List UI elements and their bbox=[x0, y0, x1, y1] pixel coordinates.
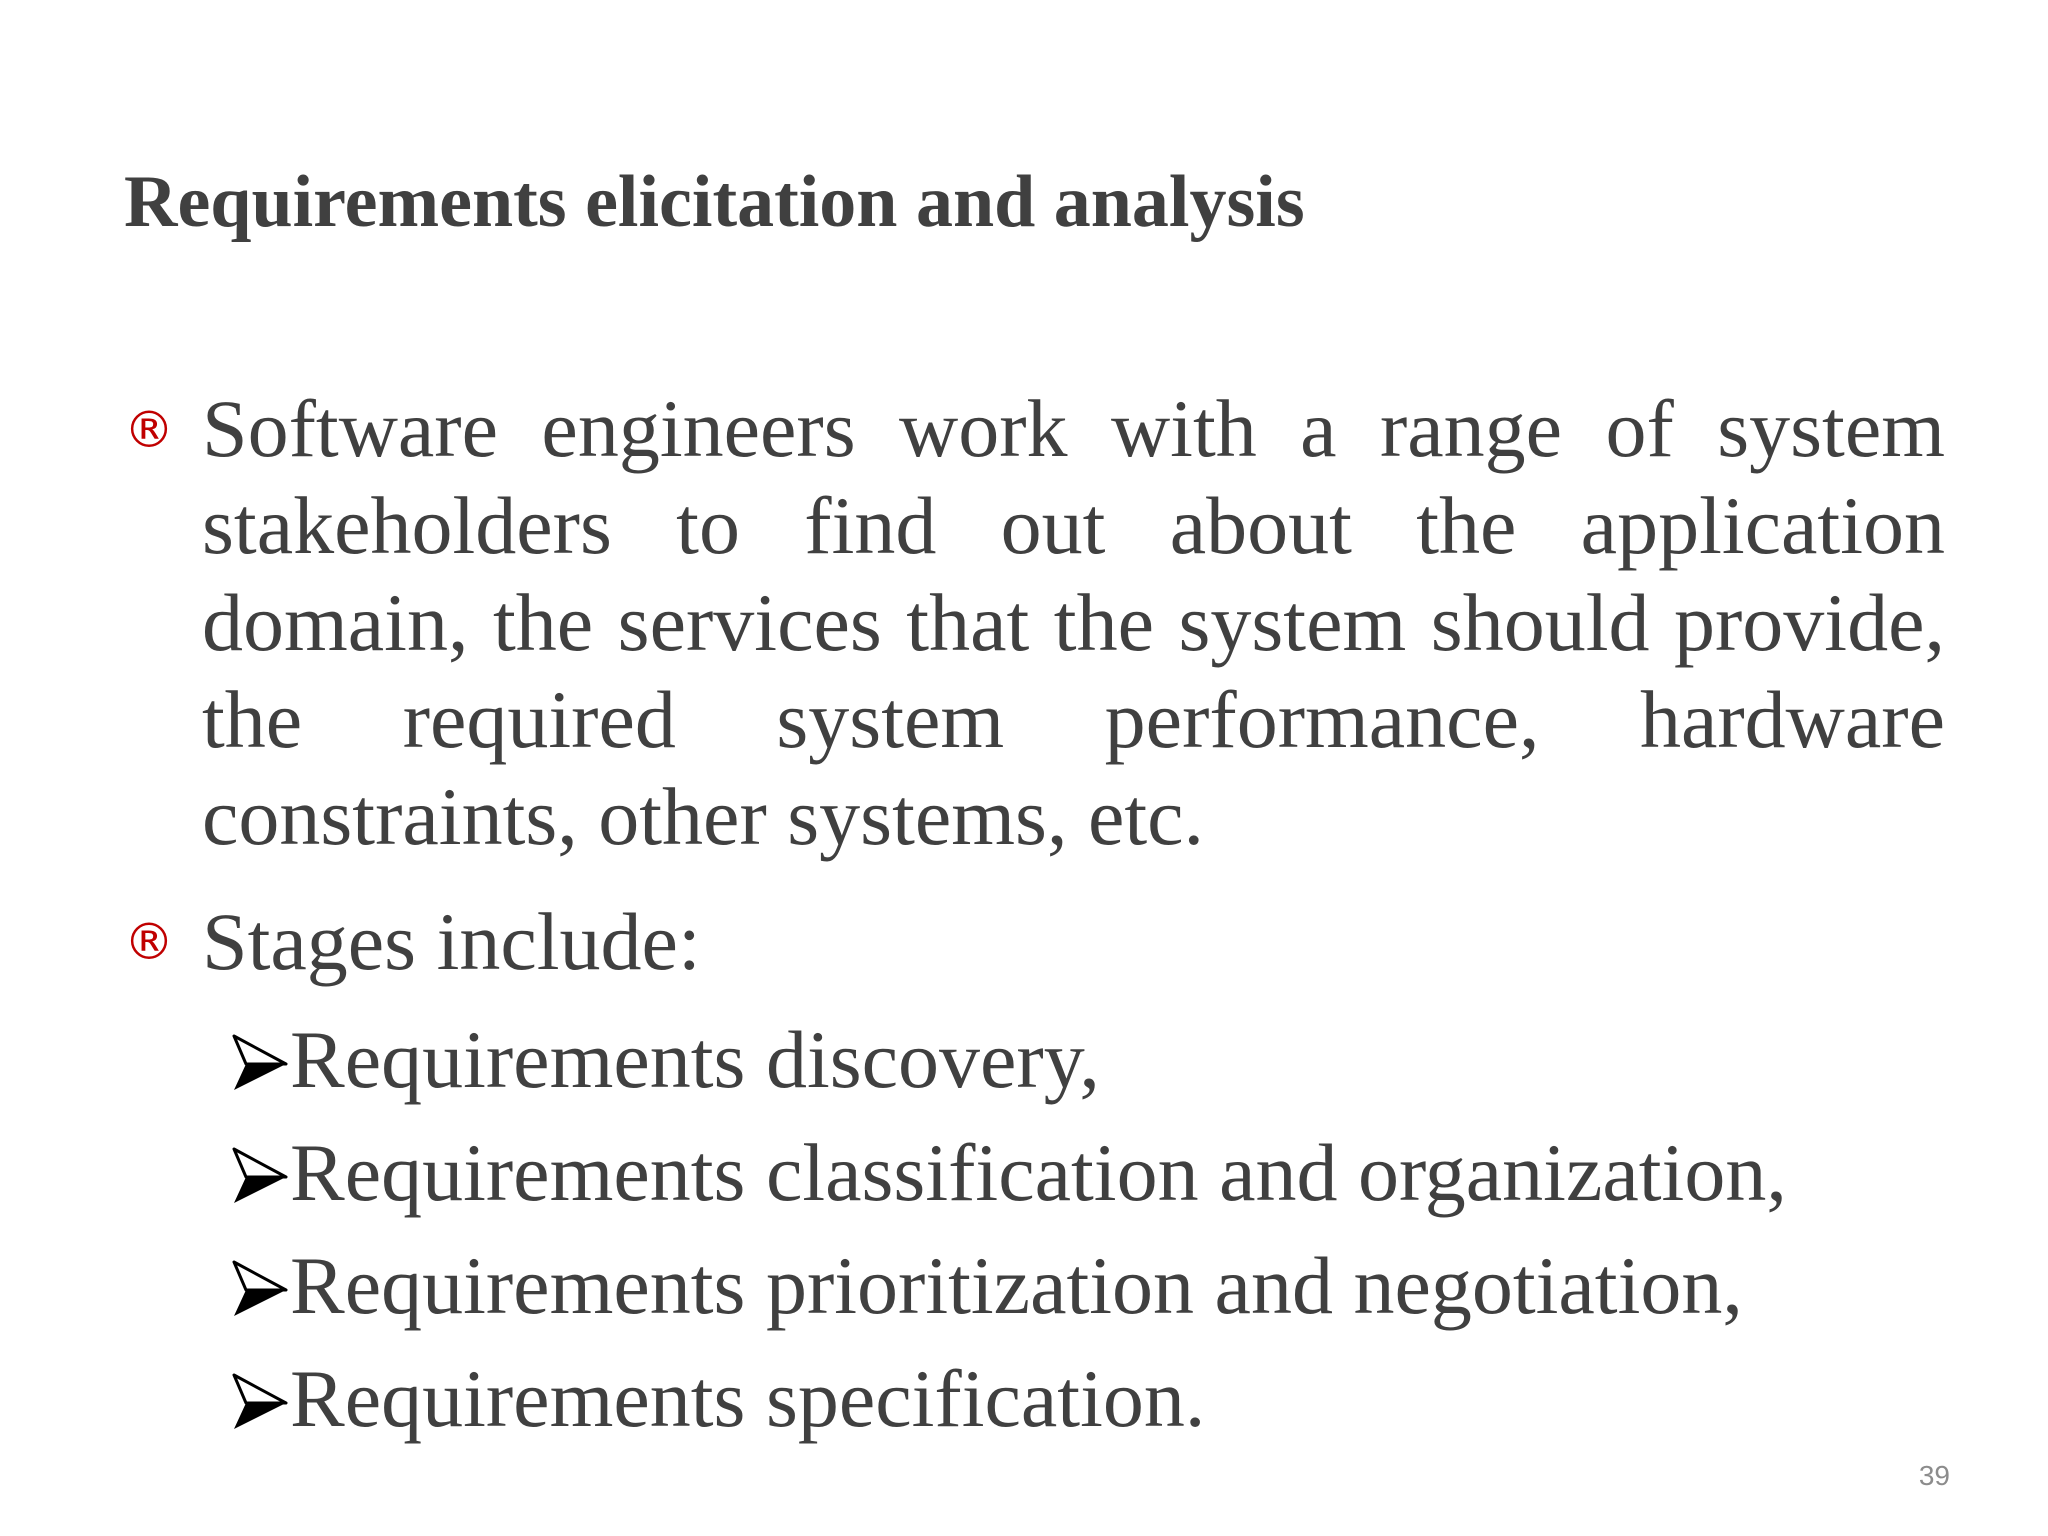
registered-bullet-icon: ® bbox=[124, 401, 174, 459]
registered-bullet-icon: ® bbox=[124, 913, 174, 971]
bullet-text: Stages include: bbox=[202, 896, 701, 987]
sub-bullet-item bbox=[228, 1010, 1100, 1110]
bullet-text: Software engineers work with a range of system stakeholders to find out about the application domain, the services that the system should provide, the required system performance, hardware constraints, other systems, etc. bbox=[202, 383, 1945, 862]
sub-bullet-text: Requirements classification and organization, bbox=[290, 1127, 1787, 1218]
page-number: 39 bbox=[1918, 1460, 1950, 1491]
sub-bullet-item bbox=[228, 1236, 1743, 1336]
arrow-bullet-icon bbox=[228, 1141, 290, 1205]
arrow-bullet-icon bbox=[228, 1254, 290, 1318]
sub-bullet-text: Requirements specification. bbox=[290, 1353, 1206, 1444]
sub-bullet-item bbox=[228, 1349, 1205, 1449]
sub-bullet-item bbox=[228, 1123, 1787, 1223]
sub-bullet-text: Requirements prioritization and negotiation, bbox=[290, 1240, 1743, 1331]
arrow-bullet-icon bbox=[228, 1028, 290, 1092]
arrow-bullet-icon bbox=[228, 1367, 290, 1431]
sub-bullet-text: Requirements discovery, bbox=[290, 1014, 1100, 1105]
slide-title: Requirements elicitation and analysis bbox=[124, 161, 1305, 243]
